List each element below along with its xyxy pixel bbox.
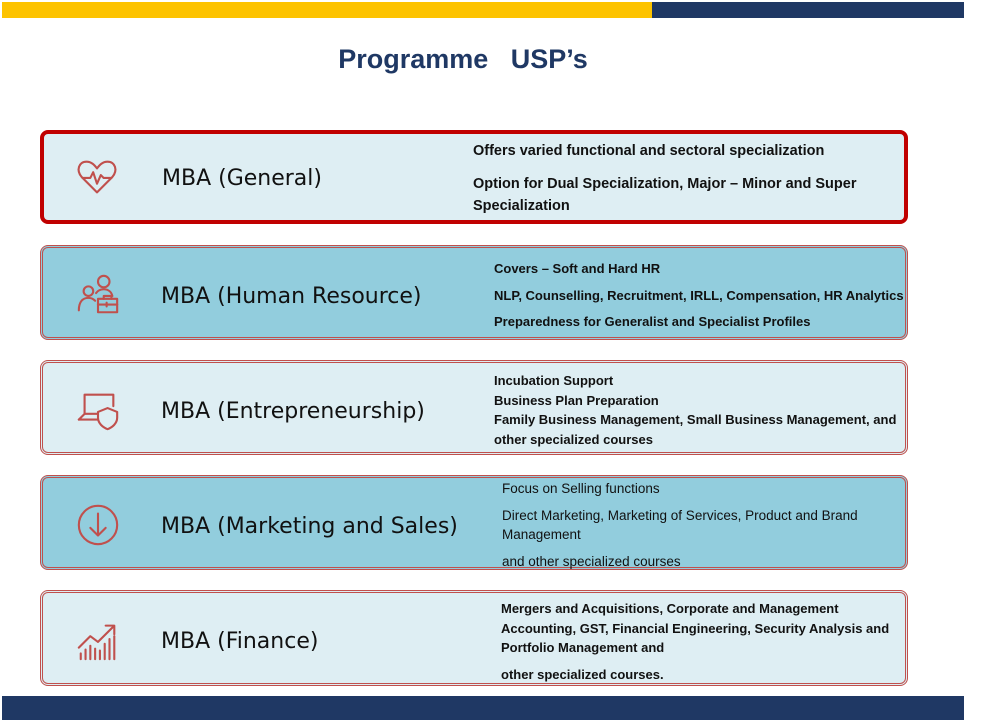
point-text: Preparedness for Generalist and Specialist Profiles: [494, 314, 811, 329]
card-mba-general: [40, 130, 908, 224]
point-text: Direct Marketing, Marketing of Services, Product and Brand: [502, 507, 858, 523]
page-title: Programme USP’s: [338, 44, 588, 74]
card-mba-finance: [40, 590, 908, 686]
card-points: [502, 479, 858, 571]
top-bar-gold: [2, 2, 652, 18]
point-text: Focus on Selling functions: [502, 481, 660, 496]
point-text: Accounting, GST, Financial Engineering, Security Analysis and: [501, 620, 890, 636]
card-title: MBA (Marketing and Sales): [161, 514, 458, 539]
point-text: Mergers and Acquisitions, Corporate and Management: [501, 601, 839, 616]
growth-chart-icon: [75, 617, 121, 663]
laptop-shield-icon: [75, 387, 121, 433]
point-text: Business Plan Preparation: [494, 392, 659, 408]
point-text: Specialization: [473, 197, 570, 214]
point-text: Covers – Soft and Hard HR: [494, 261, 661, 276]
point-text: other specialized courses.: [501, 666, 664, 682]
card-title: MBA (General): [162, 166, 322, 191]
point-text: Incubation Support: [494, 373, 614, 388]
card-mba-marketing-sales: [40, 475, 908, 570]
point-text: Portfolio Management and: [501, 640, 665, 655]
card-title: MBA (Finance): [161, 629, 319, 654]
card-points: [494, 371, 896, 449]
point-text: Option for Dual Specialization, Major – Minor and Super: [473, 175, 857, 192]
point-text: Management: [502, 527, 581, 542]
card-points: [501, 599, 889, 684]
card-points: [494, 259, 904, 332]
card-mba-human-resource: [40, 245, 908, 340]
card-points: [473, 142, 856, 217]
bottom-bar: [2, 696, 964, 720]
point-text: and other specialized courses: [502, 553, 681, 569]
download-circle-icon: [75, 502, 121, 548]
people-briefcase-icon: [75, 272, 121, 318]
point-text: Offers varied functional and sectoral specialization: [473, 143, 825, 159]
point-text: other specialized courses: [494, 431, 653, 447]
card-mba-entrepreneurship: [40, 360, 908, 455]
top-bar-navy: [652, 2, 964, 18]
point-text: Family Business Management, Small Business Management, and: [494, 412, 897, 427]
heart-pulse-icon: [74, 154, 120, 200]
card-title: MBA (Human Resource): [161, 284, 422, 309]
point-text: NLP, Counselling, Recruitment, IRLL, Compensation, HR Analytics: [494, 287, 904, 303]
card-title: MBA (Entrepreneurship): [161, 399, 425, 424]
